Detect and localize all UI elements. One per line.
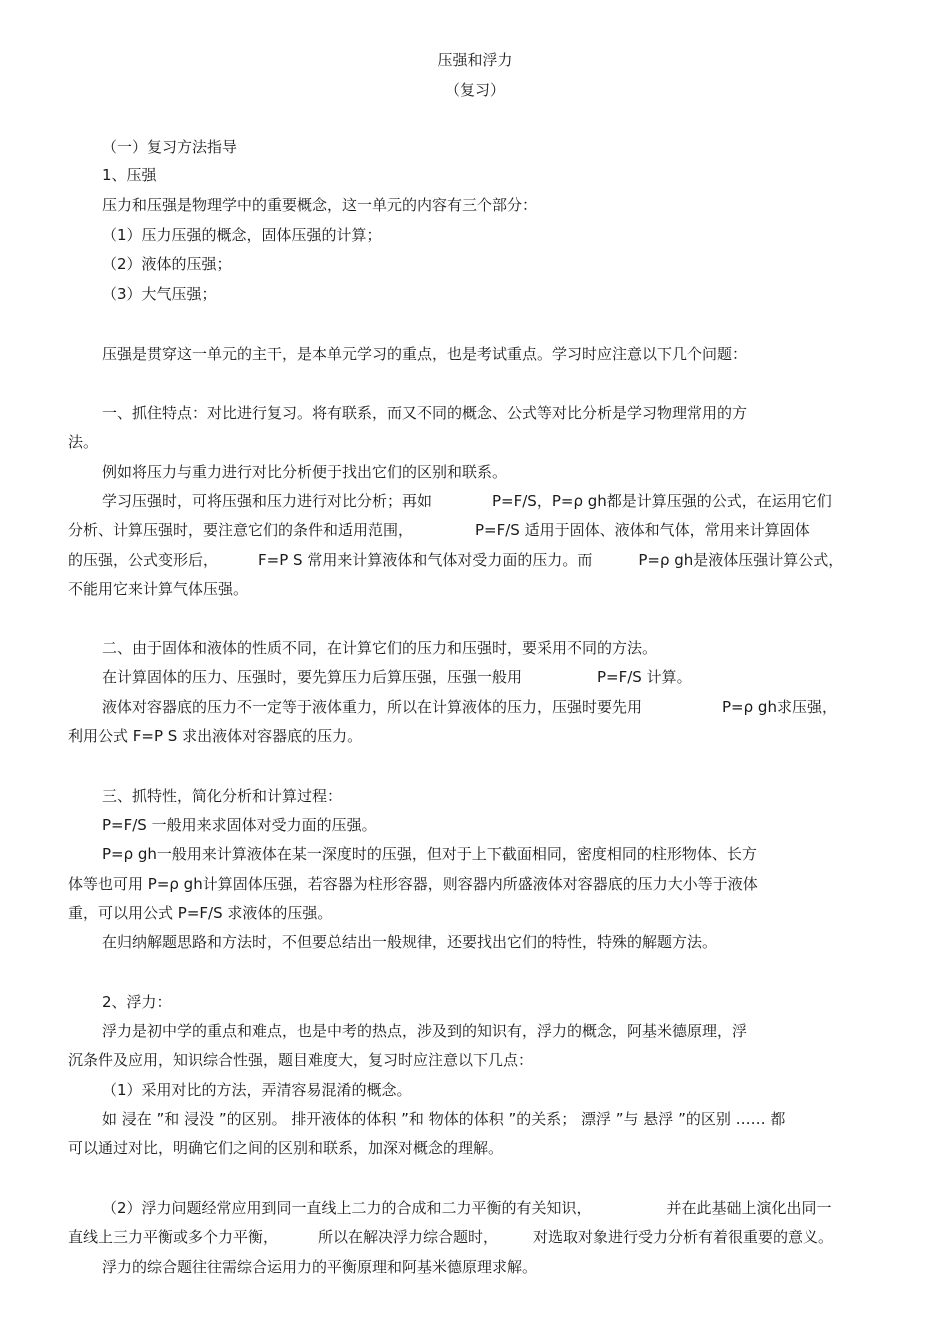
p1-line-1: 一、抓住特点：对比进行复习。将有联系，而又不同的概念、公式等对比分析是学习物理常用的方 xyxy=(102,404,748,422)
p3-line-2: P=F/S 一般用来求固体对受力面的压强。 xyxy=(102,816,377,834)
p2-line-3-a: 液体对容器底的压力不一定等于液体重力，所以在计算液体的压力，压强时要先用 xyxy=(102,698,643,716)
doc-title: 压强和浮力 xyxy=(437,51,513,69)
p1-line-4-a: 学习压强时，可将压强和压力进行对比分析；再如 xyxy=(102,492,433,510)
p3-line-3: P=ρ gh一般用来计算液体在某一深度时的压强，但对于上下截面相同，密度相同的柱形物体、长方 xyxy=(102,845,757,863)
section-heading: （一）复习方法指导 xyxy=(102,138,238,156)
part1-item-1: （1）压力压强的概念，固体压强的计算； xyxy=(102,226,382,244)
part2-line-7-b: 所以在解决浮力综合题时， xyxy=(318,1228,499,1246)
p1-line-6-a: 的压强，公式变形后， xyxy=(68,551,219,569)
p1-line-6-b: F=P S 常用来计算液体和气体对受力面的压力。而 xyxy=(258,551,593,569)
p3-line-1: 三、抓特性，简化分析和计算过程： xyxy=(102,787,343,805)
p1-line-7: 不能用它来计算气体压强。 xyxy=(68,580,249,598)
part2-line-4: 如 浸在 ”和 浸没 ”的区别。 排开液体的体积 ”和 物体的体积 ”的关系； 漂浮 ”与 悬浮 ”的区别 …… 都 xyxy=(102,1110,786,1128)
part2-line-7-c: 对选取对象进行受力分析有着很重要的意义。 xyxy=(533,1228,834,1246)
p2-line-3 xyxy=(102,697,837,717)
part2-line-6-a: （2）浮力问题经常应用到同一直线上二力的合成和二力平衡的有关知识， xyxy=(102,1199,592,1217)
part1-intro: 压力和压强是物理学中的重要概念，这一单元的内容有三个部分： xyxy=(102,196,538,214)
part1-heading: 1、压强 xyxy=(102,166,157,184)
p1-line-2: 法。 xyxy=(68,433,99,451)
part2-line-5: 可以通过对比，明确它们之间的区别和联系，加深对概念的理解。 xyxy=(68,1139,504,1157)
part2-line-3: （1）采用对比的方法，弄清容易混淆的概念。 xyxy=(102,1081,412,1099)
doc-subtitle: （复习） xyxy=(444,81,505,99)
part2-heading: 2、浮力： xyxy=(102,993,172,1011)
main-point: 压强是贯穿这一单元的主干，是本单元学习的重点，也是考试重点。学习时应注意以下几个问题： xyxy=(102,345,748,363)
p2-line-1: 二、由于固体和液体的性质不同，在计算它们的压力和压强时，要采用不同的方法。 xyxy=(102,639,658,657)
part2-line-7 xyxy=(68,1227,833,1247)
p1-line-4 xyxy=(102,491,832,511)
p2-line-2-a: 在计算固体的压力、压强时，要先算压力后算压强，压强一般用 xyxy=(102,668,523,686)
part2-line-1: 浮力是初中学的重点和难点，也是中考的热点，涉及到的知识有，浮力的概念，阿基米德原理，浮 xyxy=(102,1022,748,1040)
p3-line-6: 在归纳解题思路和方法时，不但要总结出一般规律，还要找出它们的特性，特殊的解题方法。 xyxy=(102,933,718,951)
p3-line-5: 重，可以用公式 P=F/S 求液体的压强。 xyxy=(68,904,333,922)
part2-line-7-a: 直线上三力平衡或多个力平衡， xyxy=(68,1228,279,1246)
part1-item-2: （2）液体的压强； xyxy=(102,255,232,273)
part2-line-2: 沉条件及应用，知识综合性强，题目难度大，复习时应注意以下几点： xyxy=(68,1051,534,1069)
p2-line-2-b: P=F/S 计算。 xyxy=(597,668,692,686)
p1-line-5-b: P=F/S 适用于固体、液体和气体，常用来计算固体 xyxy=(475,521,810,539)
p1-line-6-c: P=ρ gh是液体压强计算公式， xyxy=(638,551,844,569)
p1-line-5-a: 分析、计算压强时，要注意它们的条件和适用范围， xyxy=(68,521,414,539)
p3-line-4: 体等也可用 P=ρ gh计算固体压强，若容器为柱形容器，则容器内所盛液体对容器底的压力大小等于液体 xyxy=(68,875,758,893)
part1-item-3: （3）大气压强； xyxy=(102,285,217,303)
p1-line-3: 例如将压力与重力进行对比分析便于找出它们的区别和联系。 xyxy=(102,463,508,481)
p2-line-3-b: P=ρ gh求压强， xyxy=(722,698,837,716)
part2-line-6-b: 并在此基础上演化出同一 xyxy=(666,1199,832,1217)
part2-line-8: 浮力的综合题往往需综合运用力的平衡原理和阿基米德原理求解。 xyxy=(102,1258,538,1276)
p1-line-6 xyxy=(68,550,843,570)
p2-line-2 xyxy=(102,667,692,687)
p1-line-5 xyxy=(68,520,810,540)
p2-line-4: 利用公式 F=P S 求出液体对容器底的压力。 xyxy=(68,727,363,745)
p1-line-4-b: P=F/S，P=ρ gh都是计算压强的公式，在运用它们 xyxy=(492,492,832,510)
part2-line-6 xyxy=(102,1198,832,1218)
